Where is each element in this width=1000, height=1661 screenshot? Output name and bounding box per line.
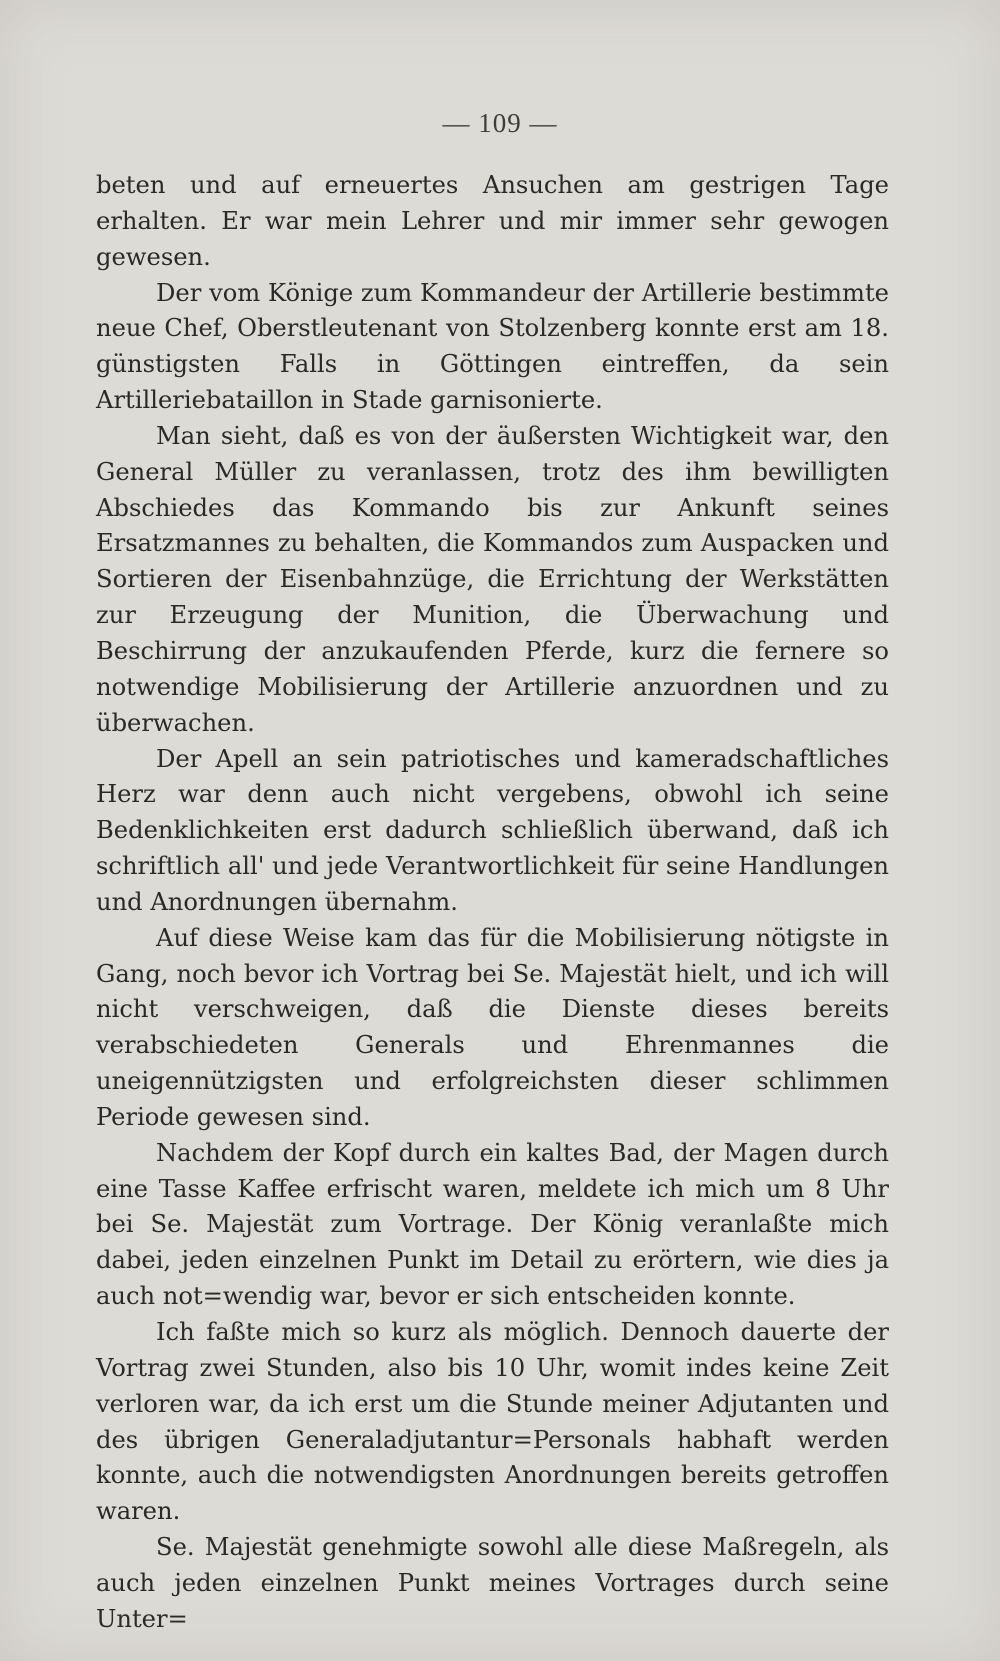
page-number: — 109 — bbox=[442, 108, 558, 138]
paragraph-6: Nachdem der Kopf durch ein kaltes Bad, der Magen durch eine Tasse Kaffee erfrischt waren, meldete ich mich um 8 Uhr bei Se. Majestät zum Vortrage. Der König veranlaßte mich dabei, jeden einzelnen Punkt im Detail zu erörtern, wie dies ja auch not=wendig war, bevor er sich entscheiden konnte. bbox=[96, 1138, 889, 1311]
paragraph-7: Ich faßte mich so kurz als möglich. Dennoch dauerte der Vortrag zwei Stunden, also bis 10 Uhr, womit indes keine Zeit verloren war, da ich erst um die Stunde meiner Adjutanten und des übrigen Generaladjutantur=Personals habhaft werden konnte, auch die notwendigsten Anordnungen bereits getroffen waren. bbox=[96, 1318, 889, 1526]
paragraph-8: Se. Majestät genehmigte sowohl alle diese Maßregeln, als auch jeden einzelnen Punkt meines Vortrages durch seine Unter= bbox=[96, 1533, 889, 1633]
paragraph-4: Der Apell an sein patriotisches und kameradschaftliches Herz war denn auch nicht vergebens, obwohl ich seine Bedenklichkeiten erst dadurch schließlich überwand, daß ich schriftlich all' und jede Verantwortlichkeit für seine Handlungen und Anordnungen übernahm. bbox=[96, 744, 889, 916]
paragraph-1: beten und auf erneuertes Ansuchen am gestrigen Tage erhalten. Er war mein Lehrer und mir immer sehr gewogen gewesen. bbox=[96, 171, 889, 271]
paragraph-2: Der vom Könige zum Kommandeur der Artillerie bestimmte neue Chef, Oberstleutenant von Stolzenberg konnte erst am 18. günstigsten Falls in Göttingen eintreffen, da sein Artilleriebataillon in Stade garnisonierte. bbox=[96, 278, 889, 415]
page-body-text bbox=[96, 168, 889, 1638]
paragraph-5: Auf diese Weise kam das für die Mobilisierung nötigste in Gang, noch bevor ich Vortrag bei Se. Majestät hielt, und ich will nicht verschweigen, daß die Dienste dieses bereits verabschiedeten Generals und Ehrenmannes die uneigennützigsten und erfolgreichsten dieser schlimmen Periode gewesen sind. bbox=[96, 923, 889, 1131]
paragraph-3: Man sieht, daß es von der äußersten Wichtigkeit war, den General Müller zu veranlassen, trotz des ihm bewilligten Abschiedes das Kommando bis zur Ankunft seines Ersatzmannes zu behalten, die Kommandos zum Auspacken und Sortieren der Eisenbahnzüge, die Errichtung der Werkstätten zur Erzeugung der Munition, die Überwachung und Beschirrung der anzukaufenden Pferde, kurz die fernere so notwendige Mobilisierung der Artillerie anzuordnen und zu überwachen. bbox=[96, 421, 889, 737]
